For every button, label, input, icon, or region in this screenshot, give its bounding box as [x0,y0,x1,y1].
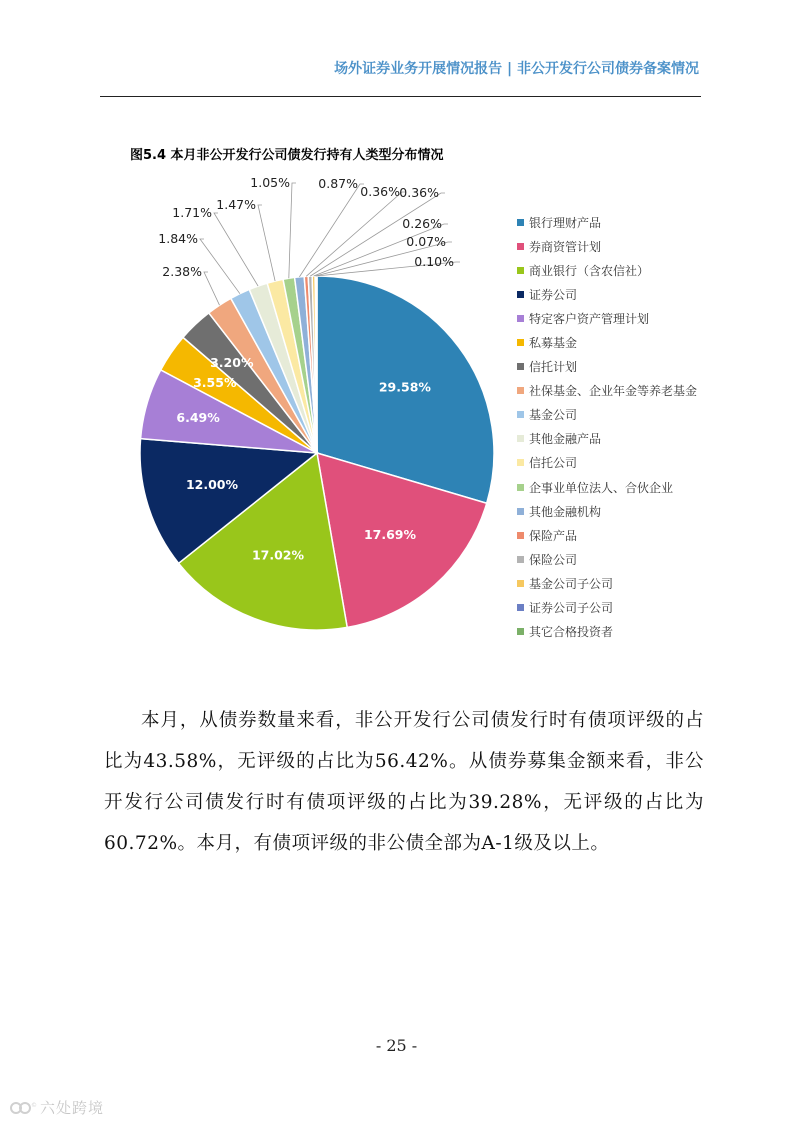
legend-swatch [517,508,524,515]
legend-label: 信托公司 [529,456,578,471]
legend-item [517,282,697,306]
legend-swatch [517,459,524,466]
pie-slices [140,276,494,630]
pie-slice-label: 1.71% [172,205,212,220]
pie-leader-line [289,183,296,278]
legend-swatch [517,315,524,322]
pie-slice-label: 0.10% [414,254,454,269]
legend-item [517,306,697,330]
pie-slice-label: 1.47% [216,197,256,212]
legend-item [517,210,697,234]
legend-label: 基金公司子公司 [529,576,614,591]
legend-swatch [517,243,524,250]
legend-label: 保险公司 [529,552,578,567]
legend-item [517,620,697,644]
pie-slice-label: 17.02% [251,547,305,563]
legend-label: 企事业单位法人、合伙企业 [529,480,674,495]
pie-slice-label: 12.00% [185,477,239,492]
legend-item [517,355,697,379]
legend-item [517,379,697,403]
watermark-text: 六处跨境 [40,1099,105,1117]
legend-swatch [517,580,524,587]
legend-item [517,403,697,427]
pie-slice-label: 1.05% [250,175,290,190]
pie-slice-label: 3.55% [193,375,237,390]
legend-item [517,234,697,258]
pie-leader-line [204,272,220,305]
legend-swatch [517,267,524,274]
pie-leader-line [299,184,364,277]
pie-leader-line [200,239,240,294]
legend-label: 证券公司子公司 [529,601,614,616]
body-paragraph: 本月，从债券数量来看，非公开发行公司债发行时有债项评级的占比为43.58%，无评级的占比为56.42%。从债券募集金额来看，非公开发行公司债发行时有债项评级的占比为39.28%，无评级的占比为60.72%。本月，有债项评级的非公债全部为A-1级及以上。 [104,710,704,854]
legend-swatch [517,411,524,418]
legend-item [517,427,697,451]
legend-label: 社保基金、企业年金等养老基金 [529,384,698,399]
legend-item [517,523,697,547]
legend-label: 其它合格投资者 [529,625,614,640]
legend-swatch [517,484,524,491]
pie-slice-label: 0.26% [402,216,442,231]
legend-item [517,475,697,499]
legend-label: 信托计划 [529,360,578,375]
legend-label: 私募基金 [529,336,578,351]
legend-item [517,451,697,475]
chart-legend [517,210,697,644]
pie-slice-label: 2.38% [162,264,202,279]
page-number: - 25 - [375,1036,418,1055]
legend-swatch [517,604,524,611]
pie-slice-label: 0.07% [406,234,446,249]
legend-swatch [517,628,524,635]
legend-item [517,571,697,595]
legend-item [517,596,697,620]
pie-leader-line [306,192,406,276]
pie-leader-line [258,205,275,281]
legend-item [517,499,697,523]
legend-item [517,330,697,354]
legend-label: 其他金融机构 [529,504,602,519]
legend-swatch [517,291,524,298]
svg-text:©: © [31,1101,37,1109]
legend-swatch [517,435,524,442]
legend-label: 商业银行（含农信社） [529,263,650,278]
legend-swatch [517,339,524,346]
watermark-logo-icon [10,1099,36,1117]
legend-label: 其他金融产品 [529,432,602,447]
legend-label: 证券公司 [529,287,578,302]
legend-label: 特定客户资产管理计划 [529,311,650,326]
legend-swatch [517,532,524,539]
pie-slice-label: 0.36% [360,184,400,199]
legend-item [517,258,697,282]
legend-swatch [517,387,524,394]
pie-slice-label: 3.20% [210,355,254,371]
watermark [10,1097,104,1118]
pie-slice-label: 17.69% [363,527,417,542]
legend-swatch [517,363,524,370]
pie-slice-label: 0.36% [399,185,439,200]
running-header: 场外证券业务开展情况报告 | 非公开发行公司债券备案情况 [334,61,699,77]
legend-label: 银行理财产品 [529,215,602,230]
legend-label: 基金公司 [529,408,578,423]
legend-swatch [517,556,524,563]
pie-leader-line [214,213,258,286]
pie-slice-label: 0.87% [318,176,358,191]
legend-label: 券商资管计划 [529,239,602,254]
legend-label: 保险产品 [529,528,578,543]
pie-slice-label: 1.84% [158,231,198,246]
pie-slice-label: 6.49% [176,410,220,426]
legend-swatch [517,219,524,226]
figure-title: 图5.4 本月非公开发行公司债发行持有人类型分布情况 [130,148,444,163]
legend-item [517,547,697,571]
pie-slice-label: 29.58% [378,379,431,395]
